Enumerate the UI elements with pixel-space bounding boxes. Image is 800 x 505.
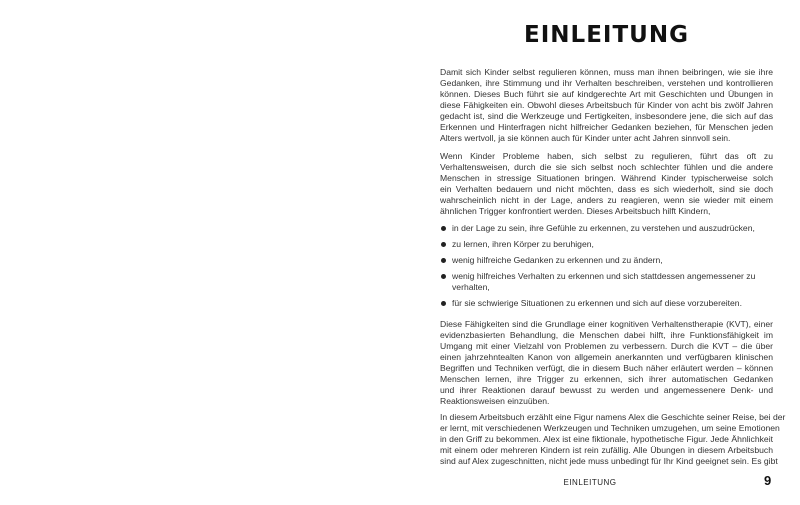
text-line: ähnlichen Trigger konfrontiert werden. Dieses Arbeitsbuch hilft Kindern,: [440, 206, 711, 216]
bullet-item: [440, 255, 773, 266]
page-title: EINLEITUNG: [524, 22, 689, 48]
bullet-dot-icon: [441, 242, 446, 247]
text-line: verhalten,: [452, 282, 490, 292]
text-line: zu lernen, ihren Körper zu beruhigen,: [452, 239, 594, 249]
text-line: wenig hilfreiche Gedanken zu erkennen und zu ändern,: [452, 255, 663, 265]
text-line: wenig hilfreiches Verhalten zu erkennen und sich stattdessen angemessener zu: [452, 271, 756, 281]
text-line: in den Griff zu bekommen. Alex ist eine fiktionale, hypothetische Figur. Jede Ähnlichkeit: [440, 434, 773, 444]
text-line: gedacht ist, sind die Werkzeuge und Fertigkeiten, insbesondere jene, die sich auf das: [440, 111, 773, 121]
running-footer-title: EINLEITUNG: [563, 478, 617, 487]
bullet-list: [440, 223, 773, 314]
bullet-item: [440, 271, 773, 293]
text-line: wahrscheinlich nicht in der Lage, anders zu reagieren, wenn sie wieder mit einem: [440, 195, 773, 205]
paragraph-intro: [440, 67, 773, 144]
text-line: ein Verhalten bedauern und nicht möchten, dass es sich wiederholt, sind sie doch: [440, 184, 773, 194]
text-line: diese Fähigkeiten ein. Obwohl dieses Arbeitsbuch für Kinder von acht bis zwölf Jahren: [440, 100, 773, 110]
text-line: können. Dieses Buch führt sie auf kindgerechte Art mit Geschichten und Übungen in: [440, 89, 773, 99]
text-line: In diesem Arbeitsbuch erzählt eine Figur namens Alex die Geschichte seiner Reise, bei der: [440, 412, 786, 422]
bullet-item: [440, 223, 773, 234]
text-line: in der Lage zu sein, ihre Gefühle zu erkennen, zu verstehen und auszudrücken,: [452, 223, 755, 233]
bullet-dot-icon: [441, 274, 446, 279]
text-line: Verhaltensweisen, durch die sie sich selbst noch schlechter fühlen und die andere: [440, 162, 773, 172]
text-line: Begriffen und Techniken verfügt, die in diesem Buch näher erläutert werden – können: [440, 363, 773, 373]
text-line: Umgang mit einer Vielzahl von Problemen zu verbessern. Durch die KVT – die über: [440, 341, 773, 351]
text-line: Wenn Kinder Probleme haben, sich selbst zu regulieren, führt das oft zu: [440, 151, 773, 161]
paragraph-problems: [440, 151, 773, 217]
text-line: sind auf Alex zugeschnitten, nicht jede muss unbedingt für Ihr Kind geeignet sein. Es gibt: [440, 456, 778, 466]
text-line: einen jahrzehntealten Kanon von allgemein anerkannten und verfügbaren klinischen: [440, 352, 773, 362]
text-line: Menschen in stressige Situationen bringen. Während Kinder typischerweise solch: [440, 173, 773, 183]
text-line: Gedanken, ihre Stimmung und ihr Verhalten beschreiben, verstehen und kontrollieren: [440, 78, 773, 88]
text-line: Menschen lernen, ihre Trigger zu erkennen, sich ihrer automatischen Gedanken: [440, 374, 773, 384]
text-line: mit einem oder mehreren Kindern ist rein zufällig. Alle Übungen in diesem Arbeitsbuch: [440, 445, 773, 455]
page-number: 9: [764, 473, 772, 488]
bullet-dot-icon: [441, 226, 446, 231]
text-line: Erkennen und Hinterfragen nicht hilfreicher Gedanken beziehen, für Menschen jeden: [440, 122, 773, 132]
text-line: er lernt, mit verschiedenen Werkzeugen und Techniken umzugehen, um seine Emotionen: [440, 423, 780, 433]
bullet-item: [440, 239, 773, 250]
text-line: Damit sich Kinder selbst regulieren können, muss man ihnen beibringen, wie sie ihre: [440, 67, 773, 77]
text-line: Diese Fähigkeiten sind die Grundlage einer kognitiven Verhaltenstherapie (KVT), einer: [440, 319, 773, 329]
text-line: evidenzbasierten Behandlung, die Menschen dabei hilft, ihre Funktionsfähigkeit im: [440, 330, 773, 340]
bullet-item: [440, 298, 773, 309]
bullet-dot-icon: [441, 258, 446, 263]
text-line: für sie schwierige Situationen zu erkennen und sich auf diese vorzubereiten.: [452, 298, 742, 308]
bullet-dot-icon: [441, 301, 446, 306]
text-line: Reaktionsweisen einzuüben.: [440, 396, 550, 406]
text-line: und ihrer Reaktionen darauf bewusst zu werden und angemessenere Denk- und: [440, 385, 773, 395]
text-line: Alters wertvoll, ja sie können auch für Kinder unter acht Jahren sinnvoll sein.: [440, 133, 731, 143]
paragraph-alex: [440, 412, 786, 467]
paragraph-kvt: [440, 319, 773, 407]
